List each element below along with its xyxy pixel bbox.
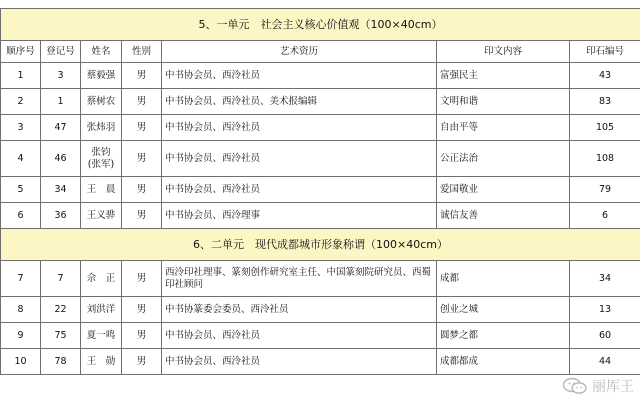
- seal-text-cell: 成都都成: [437, 349, 570, 375]
- wechat-icon: [562, 376, 588, 396]
- order-cell: 6: [1, 203, 41, 229]
- order-cell: 2: [1, 89, 41, 115]
- name-cell: 王 晨: [81, 177, 122, 203]
- reg-cell: 7: [41, 261, 81, 297]
- resume-cell: 中书协会员、西泠社员: [162, 177, 437, 203]
- name-cell: 夏一鸣: [81, 323, 122, 349]
- gender-cell: 男: [122, 261, 162, 297]
- name-cell: 刘洪洋: [81, 297, 122, 323]
- table-row: [1, 349, 640, 375]
- name-cell: 蔡树农: [81, 89, 122, 115]
- reg-cell: 75: [41, 323, 81, 349]
- seal-text-cell: 富强民主: [437, 63, 570, 89]
- header-seal-no: 印石编号: [570, 41, 640, 63]
- order-cell: 5: [1, 177, 41, 203]
- name-cell: 佘 正: [81, 261, 122, 297]
- resume-cell: 中书协会员、西泠理事: [162, 203, 437, 229]
- section-5-title: 5、一单元 社会主义核心价值观（100×40cm）: [1, 9, 640, 41]
- header-gender: 性别: [122, 41, 162, 63]
- section-6-row: [1, 229, 640, 261]
- gender-cell: 男: [122, 141, 162, 177]
- seal-number-cell: 60: [570, 323, 640, 349]
- resume-cell: 中书协会员、西泠社员: [162, 323, 437, 349]
- header-name: 姓名: [81, 41, 122, 63]
- table-row: [1, 141, 640, 177]
- seal-text-cell: 创业之城: [437, 297, 570, 323]
- resume-cell: 中书协会员、西泠社员: [162, 115, 437, 141]
- name-cell: 张炜羽: [81, 115, 122, 141]
- table-row: [1, 177, 640, 203]
- gender-cell: 男: [122, 297, 162, 323]
- seal-number-cell: 79: [570, 177, 640, 203]
- header-seal: 印文内容: [437, 41, 570, 63]
- gender-cell: 男: [122, 63, 162, 89]
- seal-text-cell: 自由平等: [437, 115, 570, 141]
- gender-cell: 男: [122, 177, 162, 203]
- order-cell: 7: [1, 261, 41, 297]
- order-cell: 10: [1, 349, 41, 375]
- header-resume: 艺术资历: [162, 41, 437, 63]
- resume-cell: 中书协会员、西泠社员: [162, 141, 437, 177]
- reg-cell: 34: [41, 177, 81, 203]
- reg-cell: 78: [41, 349, 81, 375]
- table-row: [1, 203, 640, 229]
- name-cell: 张钧 (张军): [81, 141, 122, 177]
- seal-text-cell: 公正法治: [437, 141, 570, 177]
- section-6-body: [1, 261, 640, 375]
- table-row: [1, 323, 640, 349]
- order-cell: 4: [1, 141, 41, 177]
- resume-cell: 中书协篆委会委员、西泠社员: [162, 297, 437, 323]
- seal-number-cell: 6: [570, 203, 640, 229]
- reg-cell: 1: [41, 89, 81, 115]
- reg-cell: 46: [41, 141, 81, 177]
- seal-text-cell: 文明和谐: [437, 89, 570, 115]
- name-cell: 王义骅: [81, 203, 122, 229]
- name-cell: 蔡毅强: [81, 63, 122, 89]
- section-6-title: 6、二单元 现代成都城市形象称谓（100×40cm）: [1, 229, 640, 261]
- header-order: 顺序号: [1, 41, 41, 63]
- watermark: [562, 376, 634, 396]
- reg-cell: 22: [41, 297, 81, 323]
- order-cell: 1: [1, 63, 41, 89]
- gender-cell: 男: [122, 115, 162, 141]
- reg-cell: 3: [41, 63, 81, 89]
- order-cell: 3: [1, 115, 41, 141]
- resume-cell: 中书协会员、西泠社员、美术报编辑: [162, 89, 437, 115]
- reg-cell: 47: [41, 115, 81, 141]
- section-5-body: [1, 63, 640, 229]
- header-reg: 登记号: [41, 41, 81, 63]
- seal-text-cell: 成都: [437, 261, 570, 297]
- gender-cell: 男: [122, 349, 162, 375]
- order-cell: 8: [1, 297, 41, 323]
- resume-cell: 西泠印社理事、篆刻创作研究室主任、中国篆刻院研究员、西蜀印社顾问: [162, 261, 437, 297]
- seal-number-cell: 44: [570, 349, 640, 375]
- seal-number-cell: 105: [570, 115, 640, 141]
- table-row: [1, 115, 640, 141]
- gender-cell: 男: [122, 323, 162, 349]
- seal-number-cell: 108: [570, 141, 640, 177]
- gender-cell: 男: [122, 89, 162, 115]
- seal-number-cell: 34: [570, 261, 640, 297]
- section-5-row: [1, 9, 640, 41]
- table-header-row: [1, 41, 640, 63]
- table-row: [1, 63, 640, 89]
- reg-cell: 36: [41, 203, 81, 229]
- table-row: [1, 261, 640, 297]
- watermark-text: 丽厍王: [592, 379, 634, 395]
- seal-text-cell: 诚信友善: [437, 203, 570, 229]
- seal-text-cell: 爱国敬业: [437, 177, 570, 203]
- name-cell: 王 勋: [81, 349, 122, 375]
- seal-number-cell: 83: [570, 89, 640, 115]
- gender-cell: 男: [122, 203, 162, 229]
- resume-cell: 中书协会员、西泠社员: [162, 63, 437, 89]
- seal-number-cell: 43: [570, 63, 640, 89]
- table-row: [1, 89, 640, 115]
- order-cell: 9: [1, 323, 41, 349]
- seal-exhibition-table: [0, 8, 640, 375]
- resume-cell: 中书协会员、西泠社员: [162, 349, 437, 375]
- table-row: [1, 297, 640, 323]
- seal-text-cell: 圆梦之都: [437, 323, 570, 349]
- seal-number-cell: 13: [570, 297, 640, 323]
